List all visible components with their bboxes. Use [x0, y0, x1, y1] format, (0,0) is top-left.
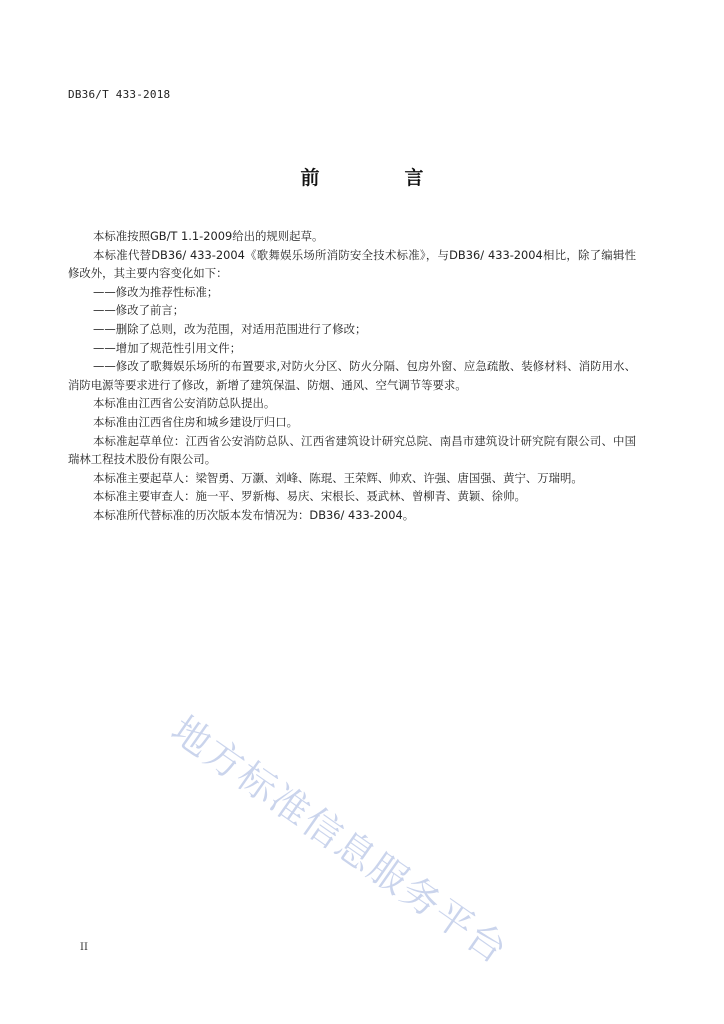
paragraph: 本标准由江西省公安消防总队提出。: [93, 396, 276, 411]
paragraph: 本标准由江西省住房和城乡建设厅归口。: [93, 414, 299, 429]
foreword-body: [68, 227, 636, 525]
paragraph: 本标准主要起草人：梁智勇、万灏、刘峰、陈琨、王荣辉、帅欢、许强、唐国强、黄宁、万瑞明。: [93, 470, 583, 485]
page-title: 前 言: [300, 167, 457, 189]
list-item: ——修改为推荐性标准；: [93, 284, 219, 299]
document-code: DB36/T 433-2018: [68, 88, 171, 101]
paragraph: 本标准按照GB/T 1.1-2009给出的规则起草。: [93, 229, 324, 243]
list-item: ——删除了总则，改为范围，对适用范围进行了修改；: [93, 321, 367, 336]
page-number: II: [80, 942, 88, 953]
watermark: 地方标准信息服务平台: [163, 707, 517, 973]
list-item: ——增加了规范性引用文件；: [93, 340, 242, 355]
paragraph: 本标准代替DB36/ 433-2004《歌舞娱乐场所消防安全技术标准》，与DB36/ 433-2004相比，除了编辑性修改外，其主要内容变化如下：: [68, 247, 636, 281]
paragraph: 本标准主要审查人：施一平、罗新梅、易庆、宋根长、聂武林、曾柳青、黄颖、徐帅。: [93, 489, 526, 504]
list-item: ——修改了前言；: [93, 303, 185, 318]
paragraph: 本标准起草单位：江西省公安消防总队、江西省建筑设计研究总院、南昌市建筑设计研究院有限公司、中国瑞林工程技术股份有限公司。: [68, 433, 636, 467]
paragraph: 本标准所代替标准的历次版本发布情况为：DB36/ 433-2004。: [93, 507, 415, 522]
list-item: ——修改了歌舞娱乐场所的布置要求,对防火分区、防火分隔、包房外窗、应急疏散、装修材料、消防用水、消防电源等要求进行了修改，新增了建筑保温、防烟、通风、空气调节等要求。: [68, 359, 636, 392]
